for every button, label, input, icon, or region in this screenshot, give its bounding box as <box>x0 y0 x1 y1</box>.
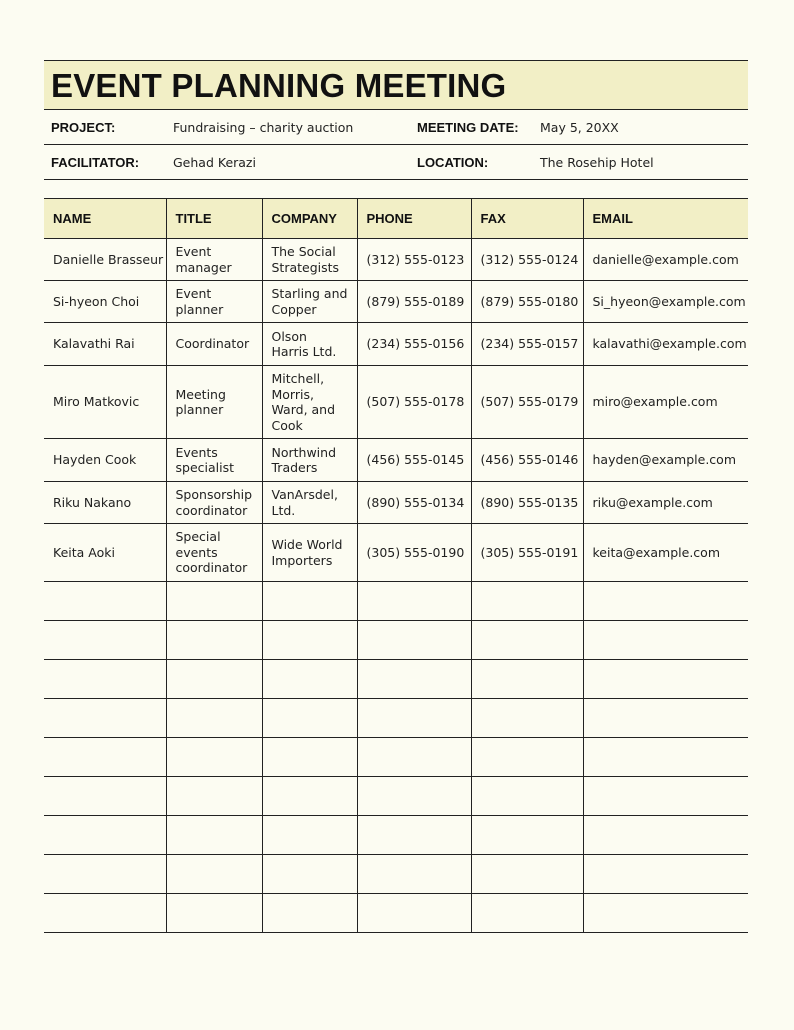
cell-email: keita@example.com <box>583 524 748 582</box>
meeting-date-value: May 5, 20XX <box>540 120 619 135</box>
project-label: PROJECT: <box>51 120 116 135</box>
cell-fax: (312) 555-0124 <box>471 239 583 281</box>
cell-title: Sponsorship coordinator <box>166 482 262 524</box>
cell-phone: (312) 555-0123 <box>357 239 471 281</box>
empty-table-row <box>44 816 748 855</box>
cell-phone: (456) 555-0145 <box>357 439 471 482</box>
empty-table-row <box>44 894 748 933</box>
cell-phone: (507) 555-0178 <box>357 366 471 439</box>
cell-company: The Social Strategists <box>262 239 357 281</box>
cell-name: Kalavathi Rai <box>44 323 166 366</box>
cell-title: Meeting planner <box>166 366 262 439</box>
table-row <box>44 281 748 323</box>
cell-email: riku@example.com <box>583 482 748 524</box>
location-label: LOCATION: <box>417 155 489 170</box>
empty-table-row <box>44 699 748 738</box>
column-header-name: NAME <box>44 199 166 239</box>
project-value: Fundraising – charity auction <box>173 120 354 135</box>
attendee-table <box>44 198 748 933</box>
empty-table-row <box>44 738 748 777</box>
cell-title: Coordinator <box>166 323 262 366</box>
cell-fax: (507) 555-0179 <box>471 366 583 439</box>
meeting-date-label: MEETING DATE: <box>417 120 519 135</box>
empty-table-row <box>44 660 748 699</box>
cell-name: Riku Nakano <box>44 482 166 524</box>
column-header-phone: PHONE <box>357 199 471 239</box>
empty-table-row <box>44 777 748 816</box>
facilitator-label: FACILITATOR: <box>51 155 140 170</box>
table-row <box>44 439 748 482</box>
column-header-title: TITLE <box>166 199 262 239</box>
table-row <box>44 366 748 439</box>
table-row <box>44 482 748 524</box>
cell-name: Si-hyeon Choi <box>44 281 166 323</box>
column-header-company: COMPANY <box>262 199 357 239</box>
cell-title: Special events coordinator <box>166 524 262 582</box>
cell-fax: (305) 555-0191 <box>471 524 583 582</box>
cell-name: Keita Aoki <box>44 524 166 582</box>
project-info-row <box>44 110 748 145</box>
cell-fax: (234) 555-0157 <box>471 323 583 366</box>
title-bar <box>44 60 748 110</box>
cell-title: Events specialist <box>166 439 262 482</box>
cell-fax: (456) 555-0146 <box>471 439 583 482</box>
cell-name: Miro Matkovic <box>44 366 166 439</box>
document-title: EVENT PLANNING MEETING <box>51 67 507 104</box>
cell-company: Olson Harris Ltd. <box>262 323 357 366</box>
cell-email: miro@example.com <box>583 366 748 439</box>
column-header-fax: FAX <box>471 199 583 239</box>
cell-phone: (234) 555-0156 <box>357 323 471 366</box>
cell-company: Starling and Copper <box>262 281 357 323</box>
facilitator-value: Gehad Kerazi <box>173 155 256 170</box>
cell-fax: (879) 555-0180 <box>471 281 583 323</box>
cell-company: VanArsdel, Ltd. <box>262 482 357 524</box>
cell-title: Event manager <box>166 239 262 281</box>
empty-table-row <box>44 621 748 660</box>
empty-table-row <box>44 855 748 894</box>
cell-title: Event planner <box>166 281 262 323</box>
cell-company: Mitchell, Morris, Ward, and Cook <box>262 366 357 439</box>
cell-email: hayden@example.com <box>583 439 748 482</box>
cell-fax: (890) 555-0135 <box>471 482 583 524</box>
cell-email: Si_hyeon@example.com <box>583 281 748 323</box>
cell-company: Northwind Traders <box>262 439 357 482</box>
cell-email: danielle@example.com <box>583 239 748 281</box>
cell-name: Hayden Cook <box>44 439 166 482</box>
cell-phone: (879) 555-0189 <box>357 281 471 323</box>
table-row <box>44 323 748 366</box>
empty-table-row <box>44 582 748 621</box>
cell-phone: (890) 555-0134 <box>357 482 471 524</box>
cell-phone: (305) 555-0190 <box>357 524 471 582</box>
cell-company: Wide World Importers <box>262 524 357 582</box>
table-header-row <box>44 199 748 239</box>
facilitator-info-row <box>44 145 748 180</box>
column-header-email: EMAIL <box>583 199 748 239</box>
location-value: The Rosehip Hotel <box>540 155 654 170</box>
table-row <box>44 239 748 281</box>
table-row <box>44 524 748 582</box>
cell-email: kalavathi@example.com <box>583 323 748 366</box>
cell-name: Danielle Brasseur <box>44 239 166 281</box>
